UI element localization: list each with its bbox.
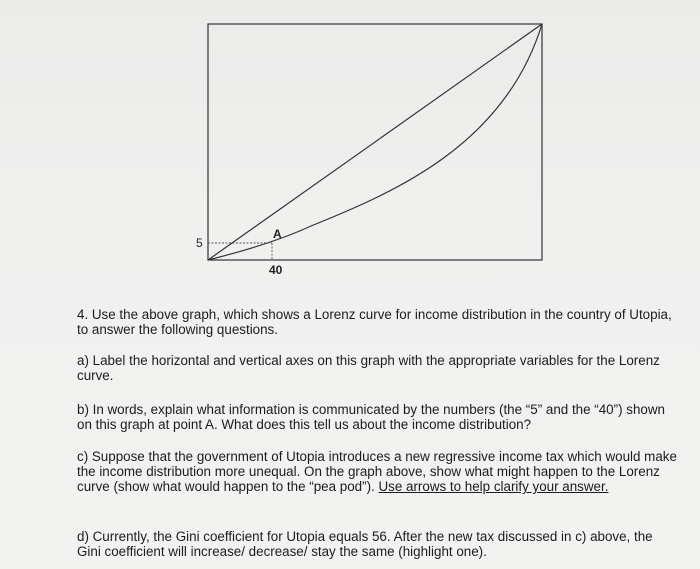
- point-a-label: A: [273, 227, 282, 241]
- question-b: b) In words, explain what information is communicated by the numbers (the “5” and the “40”) shown on this graph at point A. What does this tell us about the income distribution?: [77, 402, 665, 432]
- question-c-underlined: Use arrows to help clarify your answer.: [378, 479, 609, 494]
- y-tick-label: 5: [196, 236, 203, 250]
- x-tick-label: 40: [269, 263, 283, 277]
- question-a: a) Label the horizontal and vertical axes on this graph with the appropriate variables for the Lorenz curve.: [77, 353, 660, 383]
- question-d: d) Currently, the Gini coefficient for Utopia equals 56. After the new tax discussed in c) above, the Gini coefficient will increase/ decrease/ stay the same (highlight one).: [77, 529, 653, 559]
- question-c: [77, 449, 677, 494]
- question-c-text: c) Suppose that the government of Utopia introduces a new regressive income tax which would make the income distribution more unequal. On the graph above, show what might happen to the Lorenz curve (show what would happen to the “pea pod”).: [77, 449, 677, 494]
- question-4-intro: 4. Use the above graph, which shows a Lorenz curve for income distribution in the country of Utopia, to answer the following questions.: [77, 307, 672, 337]
- line-of-equality: [208, 24, 542, 260]
